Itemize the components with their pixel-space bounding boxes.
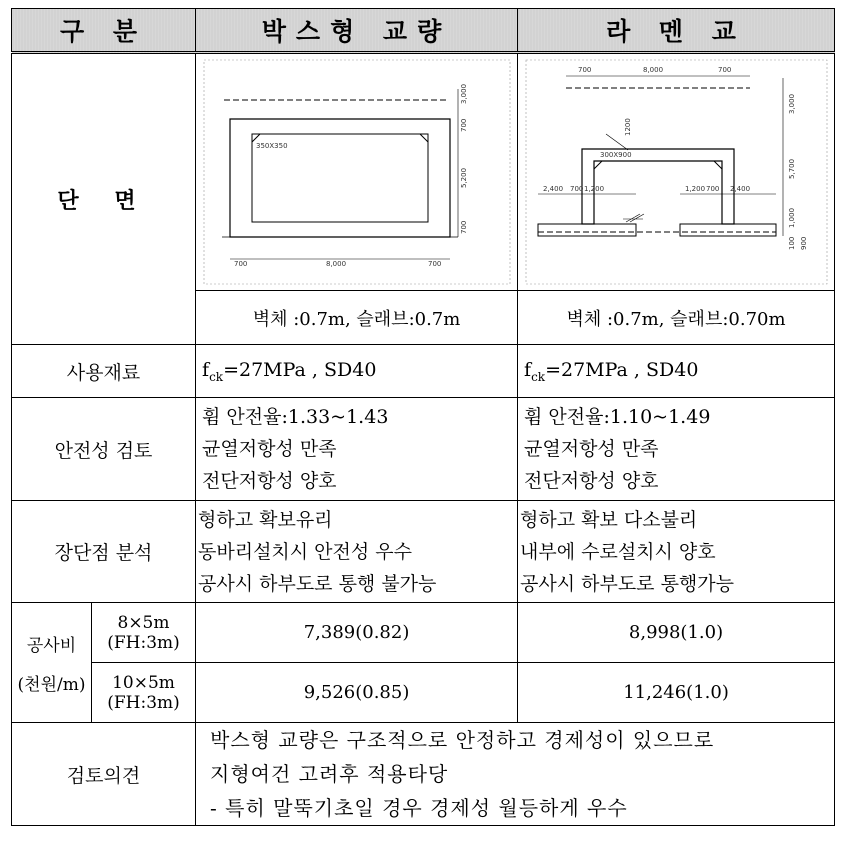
- pros-cons-label: 장단점 분석: [12, 501, 196, 603]
- box-dim-bottom-1: 700: [234, 260, 248, 268]
- comparison-table: [11, 8, 835, 826]
- box-dim-right-2: 700: [460, 118, 469, 132]
- rahmen-dim-right-5: 900: [800, 236, 809, 250]
- box-pros-cons: 형하고 확보유리 동바리설치시 안전성 우수 공사시 하부도로 통행 불가능: [196, 501, 518, 603]
- rahmen-dim-left-1: 2,400: [543, 185, 564, 193]
- rahmen-section-drawing-cell: [518, 53, 835, 291]
- box-haunch-label: 350X350: [256, 142, 288, 150]
- rahmen-dim-right-3: 1,000: [788, 207, 797, 228]
- box-materials: $f_{ck}=27MPa$ , SD40: [196, 345, 518, 398]
- safety-row: [12, 398, 835, 501]
- rahmen-haunch-label: 300X900: [600, 151, 632, 159]
- section-row: [12, 53, 835, 291]
- rahmen-dim-left-3: 1,200: [584, 185, 605, 193]
- materials-row: [12, 345, 835, 398]
- rahmen-dim-top-3: 700: [718, 66, 732, 74]
- box-dim-bottom-3: 700: [428, 260, 442, 268]
- box-dim-right-4: 700: [460, 220, 469, 234]
- cost-label: 공사비 (천원/m): [12, 603, 92, 723]
- opinion-label: 검토의견: [12, 723, 196, 826]
- rahmen-cost-2: 11,246(1.0): [518, 663, 835, 723]
- materials-label: 사용재료: [12, 345, 196, 398]
- cost-size-1: 8×5m (FH:3m): [92, 603, 196, 663]
- box-dim-bottom-2: 8,000: [326, 260, 347, 268]
- header-category: 구 분: [12, 9, 196, 53]
- rahmen-materials: $f_{ck}=27MPa$ , SD40: [518, 345, 835, 398]
- box-section-drawing-cell: [196, 53, 518, 291]
- rahmen-dim-right-4: 100: [788, 236, 797, 250]
- rahmen-dim-mid-2: 700: [706, 185, 720, 193]
- rahmen-dim-mid-1: 1,200: [685, 185, 706, 193]
- box-dim-right-3: 5,200: [460, 167, 469, 188]
- opinion-text: 박스형 교량은 구조적으로 안정하고 경제성이 있으므로 지형여건 고려후 적용타당 - 특히 말뚝기초일 경우 경제성 월등하게 우수: [196, 723, 835, 826]
- box-cost-1: 7,389(0.82): [196, 603, 518, 663]
- header-rahmen-bridge: 라 멘 교: [518, 9, 835, 53]
- opinion-row: [12, 723, 835, 826]
- rahmen-dim-left-2: 700: [570, 185, 584, 193]
- rahmen-dim-top-2: 8,000: [643, 66, 664, 74]
- rahmen-section-drawing: [518, 54, 835, 290]
- section-label: 단 면: [12, 53, 196, 345]
- rahmen-pros-cons: 형하고 확보 다소불리 내부에 수로설치시 양호 공사시 하부도로 통행가능: [518, 501, 835, 603]
- cost-size-2: 10×5m (FH:3m): [92, 663, 196, 723]
- rahmen-dim-right-2: 5,700: [788, 158, 797, 179]
- box-safety: 휨 안전율:1.33~1.43 균열저항성 만족 전단저항성 양호: [196, 398, 518, 501]
- rahmen-thickness: 벽체 :0.7m, 슬래브:0.70m: [518, 291, 835, 345]
- header-row: [12, 9, 835, 53]
- rahmen-safety: 휨 안전율:1.10~1.49 균열저항성 만족 전단저항성 양호: [518, 398, 835, 501]
- rahmen-top-dim: 1200: [624, 118, 633, 136]
- cost-row-1: [12, 603, 835, 663]
- rahmen-cost-1: 8,998(1.0): [518, 603, 835, 663]
- rahmen-dim-mid-3: 2,400: [730, 185, 751, 193]
- box-dim-right-1: 3,000: [460, 83, 469, 104]
- rahmen-dim-right-1: 3,000: [788, 93, 797, 114]
- header-box-bridge: 박스형 교량: [196, 9, 518, 53]
- box-section-drawing: [196, 54, 518, 290]
- safety-label: 안전성 검토: [12, 398, 196, 501]
- box-thickness: 벽체 :0.7m, 슬래브:0.7m: [196, 291, 518, 345]
- box-cost-2: 9,526(0.85): [196, 663, 518, 723]
- pros-cons-row: [12, 501, 835, 603]
- cost-row-2: [12, 663, 835, 723]
- rahmen-dim-top-1: 700: [578, 66, 592, 74]
